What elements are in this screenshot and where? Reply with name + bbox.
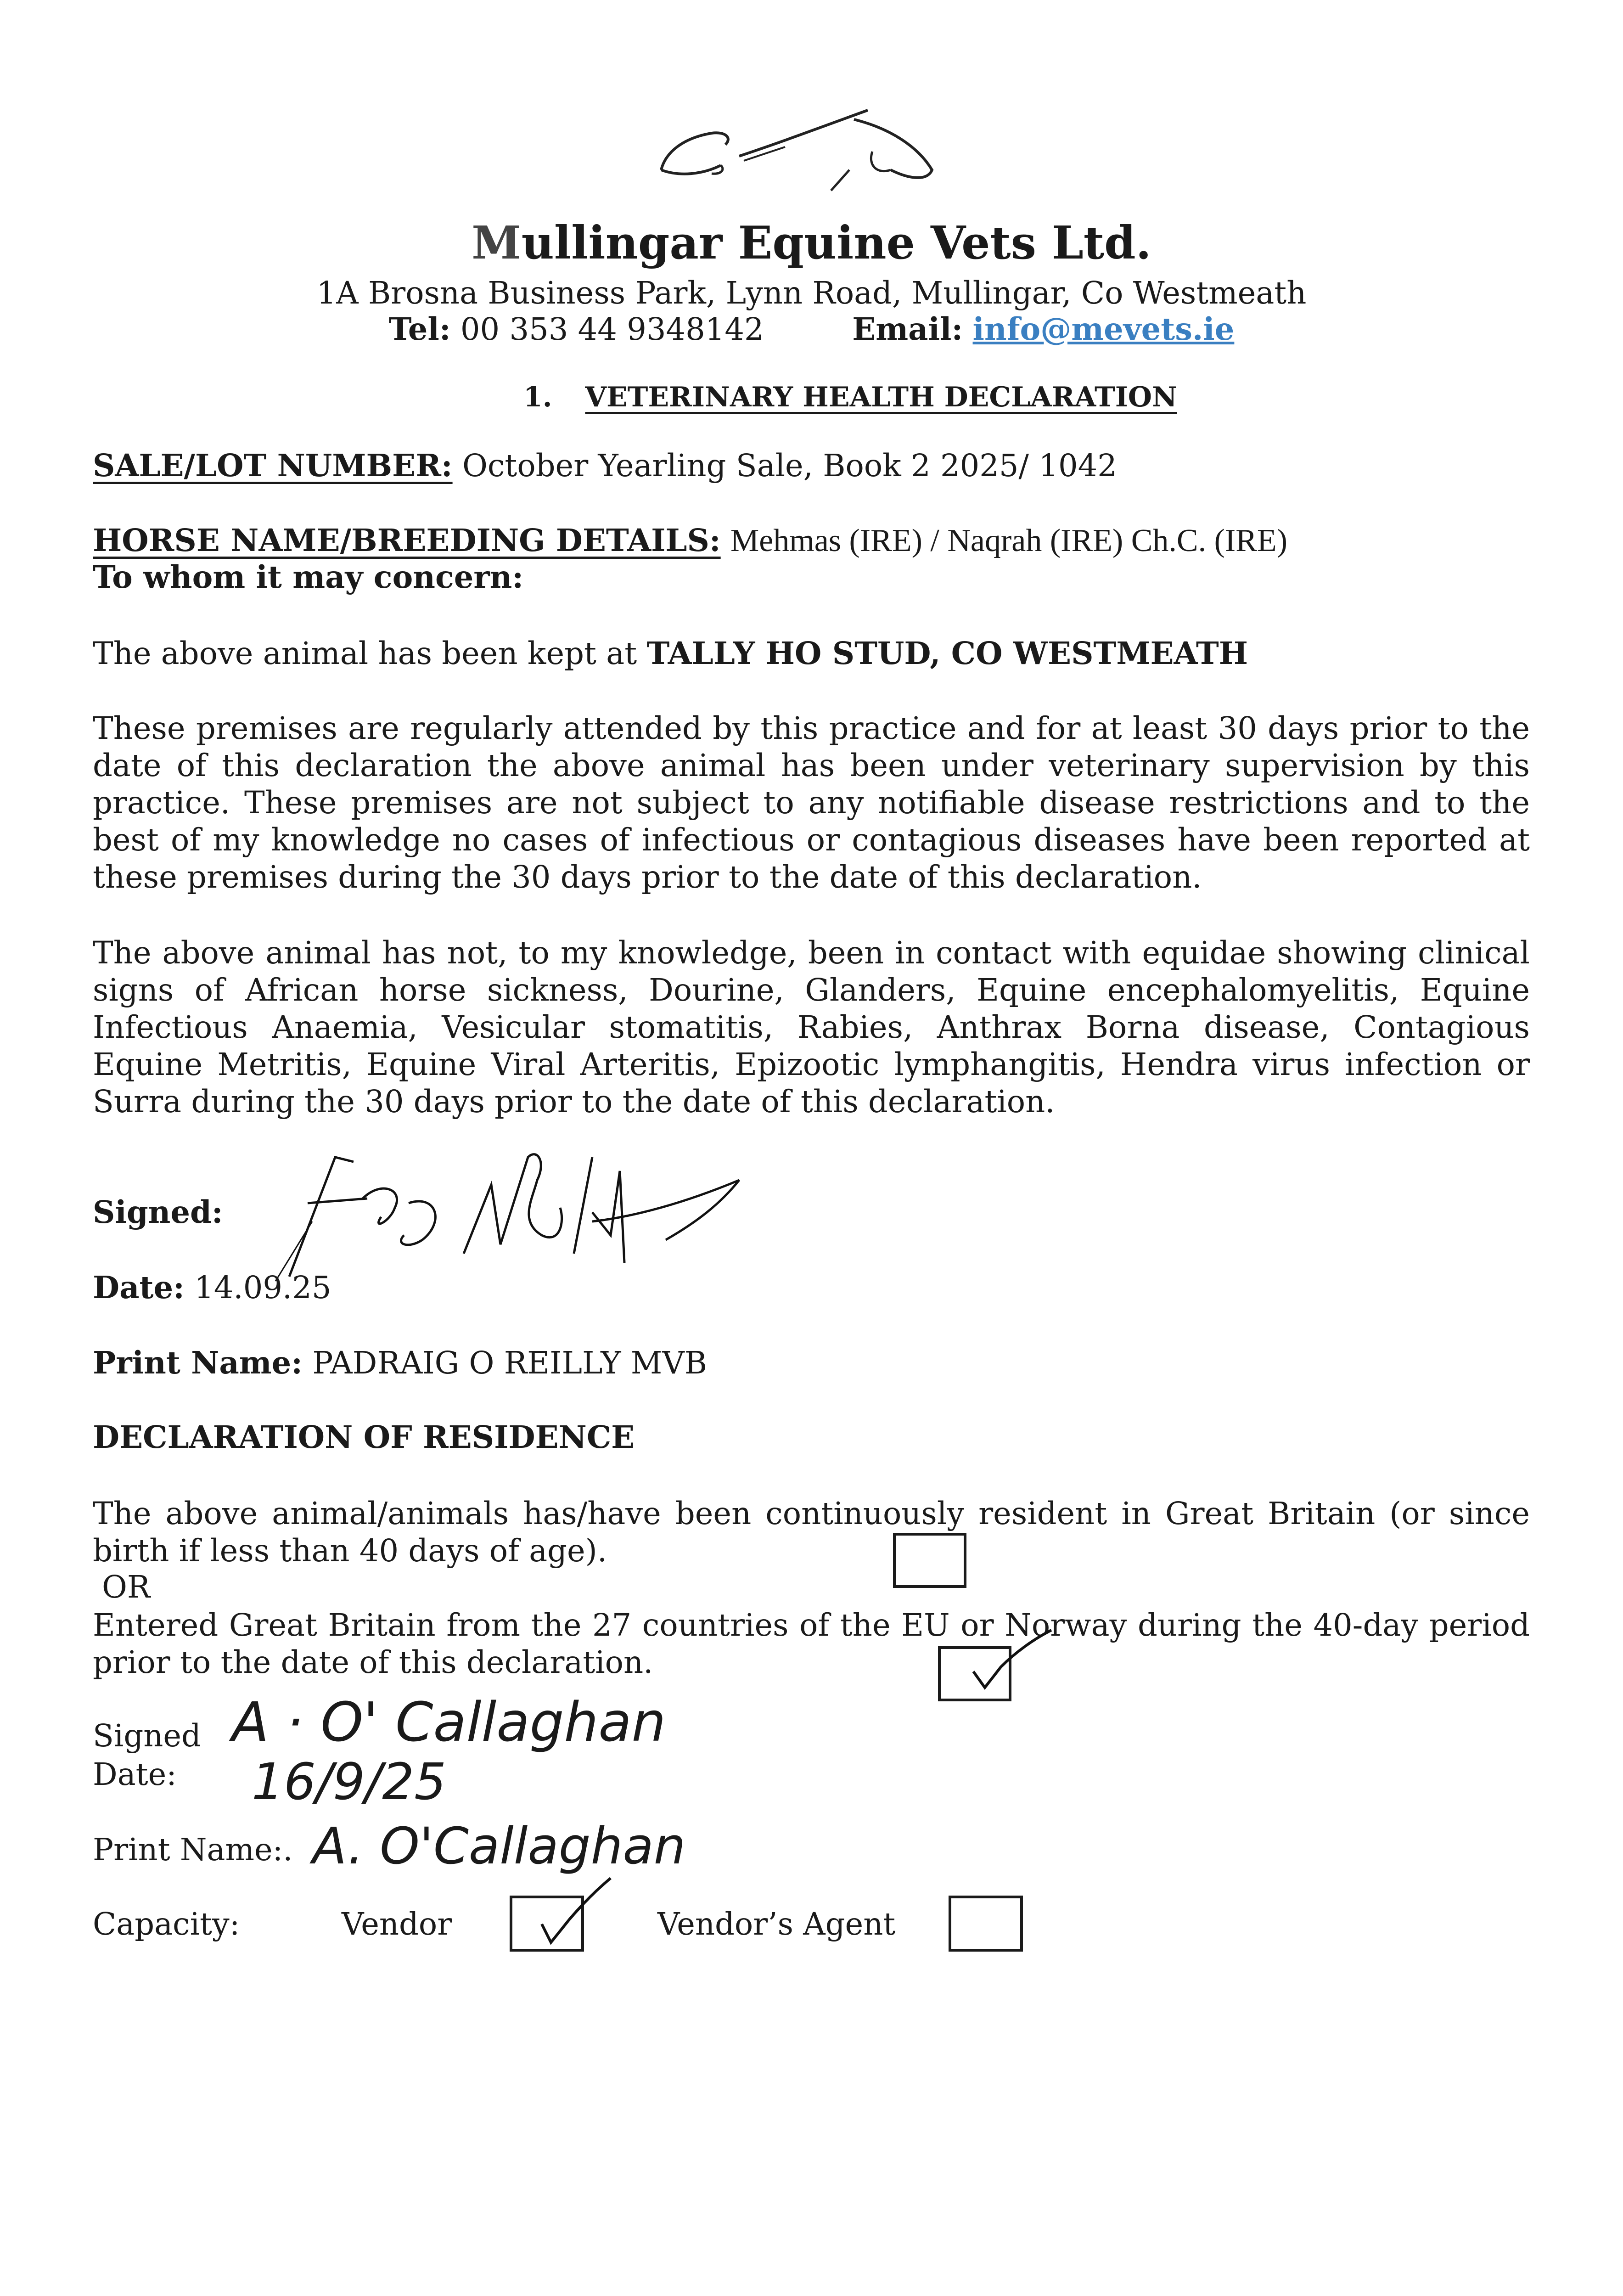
capacity-label: Capacity: xyxy=(93,1906,240,1942)
residence-option-1-checkbox[interactable] xyxy=(893,1533,966,1588)
salutation: To whom it may concern: xyxy=(93,559,524,595)
paragraph-line: Equine Metritis, Equine Viral Arteritis, Epizootic lymphangitis, Hendra virus infection or xyxy=(93,1047,1530,1082)
residence-option-1 xyxy=(93,1495,1530,1570)
supervision-paragraph xyxy=(93,710,1530,896)
horse-value: Mehmas (IRE) / Naqrah (IRE) Ch.C. (IRE) xyxy=(730,523,1288,558)
vet-date-row xyxy=(93,1269,331,1306)
vendor-print-label: Print Name:. xyxy=(93,1832,293,1868)
section-number: 1. xyxy=(523,381,552,413)
vendor-date-label: Date: xyxy=(93,1756,177,1792)
vendor-signed-label: Signed xyxy=(93,1718,201,1754)
vet-print-label: Print Name: xyxy=(93,1345,303,1381)
paragraph-line: practice. These premises are not subject to any notifiable disease restrictions and to the xyxy=(93,785,1530,821)
vendor-print-value: A. O'Callaghan xyxy=(312,1817,686,1875)
horse-label: HORSE NAME/BREEDING DETAILS: xyxy=(93,522,721,558)
paragraph-line: date of this declaration the above animal has been under veterinary supervision by this xyxy=(93,748,1530,783)
kept-at-line xyxy=(93,635,1248,672)
disease-contact-paragraph xyxy=(93,934,1530,1120)
vet-signed-label: Signed: xyxy=(93,1194,223,1230)
paragraph-line: these premises during the 30 days prior to the date of this declaration. xyxy=(93,859,1202,895)
vet-print-row xyxy=(93,1345,707,1381)
paragraph-line: best of my knowledge no cases of infectious or contagious diseases have been reported at xyxy=(93,822,1530,858)
sale-lot-label: SALE/LOT NUMBER: xyxy=(93,447,453,484)
residence-option-1-line: The above animal/animals has/have been continuously resident in Great Britain (or since xyxy=(93,1496,1530,1531)
sale-lot-value: October Yearling Sale, Book 2 2025/ 1042 xyxy=(462,448,1117,484)
residence-option-2-tick-icon xyxy=(946,1626,1056,1694)
paragraph-line: These premises are regularly attended by this practice and for at least 30 days prior to the xyxy=(93,710,1530,746)
vet-date-value: 14.09.25 xyxy=(194,1270,331,1306)
vet-print-value: PADRAIG O REILLY MVB xyxy=(312,1345,707,1381)
residence-title: DECLARATION OF RESIDENCE xyxy=(93,1419,635,1455)
company-address: 1A Brosna Business Park, Lynn Road, Mullingar, Co Westmeath xyxy=(316,275,1307,311)
sale-lot-row xyxy=(93,447,1117,484)
paragraph-line: The above animal has not, to my knowledge, been in contact with equidae showing clinical xyxy=(93,935,1530,971)
company-name-initial: M xyxy=(472,217,522,270)
agent-checkbox[interactable] xyxy=(949,1896,1023,1952)
vendor-signed-value: A · O' Callaghan xyxy=(232,1690,666,1754)
residence-option-2-line: prior to the date of this declaration. xyxy=(93,1644,653,1680)
section-title xyxy=(523,380,1177,414)
tel-label: Tel: xyxy=(388,311,451,347)
kept-at-place: TALLY HO STUD, CO WESTMEATH xyxy=(646,635,1248,671)
vendor-tick-icon xyxy=(523,1874,615,1947)
company-logo xyxy=(652,101,946,202)
paragraph-line: signs of African horse sickness, Dourine, Glanders, Equine encephalomyelitis, Equine xyxy=(93,972,1530,1008)
email-label: Email: xyxy=(852,311,963,347)
vendor-option-label: Vendor xyxy=(342,1906,452,1942)
vendor-date-value: 16/9/25 xyxy=(252,1752,447,1811)
contact-line xyxy=(0,311,1623,348)
horse-row xyxy=(93,522,1287,559)
residence-option-2-line: Entered Great Britain from the 27 countries of the EU or Norway during the 40-day period xyxy=(93,1607,1530,1643)
paragraph-line: Infectious Anaemia, Vesicular stomatitis, Rabies, Anthrax Borna disease, Contagious xyxy=(93,1009,1530,1045)
section-title-text: VETERINARY HEALTH DECLARATION xyxy=(585,381,1177,413)
or-label: OR xyxy=(102,1569,151,1605)
email-link[interactable]: info@mevets.ie xyxy=(972,311,1235,347)
kept-at-prefix: The above animal has been kept at xyxy=(93,636,637,671)
company-name-rest: ullingar Equine Vets Ltd. xyxy=(521,217,1151,270)
tel-value: 00 353 44 9348142 xyxy=(460,311,764,347)
residence-option-1-line: birth if less than 40 days of age). xyxy=(93,1533,607,1569)
company-name xyxy=(0,216,1623,271)
paragraph-line: Surra during the 30 days prior to the date of this declaration. xyxy=(93,1084,1055,1120)
agent-option-label: Vendor’s Agent xyxy=(657,1906,896,1942)
residence-option-2 xyxy=(93,1607,1530,1681)
vet-date-label: Date: xyxy=(93,1269,185,1306)
